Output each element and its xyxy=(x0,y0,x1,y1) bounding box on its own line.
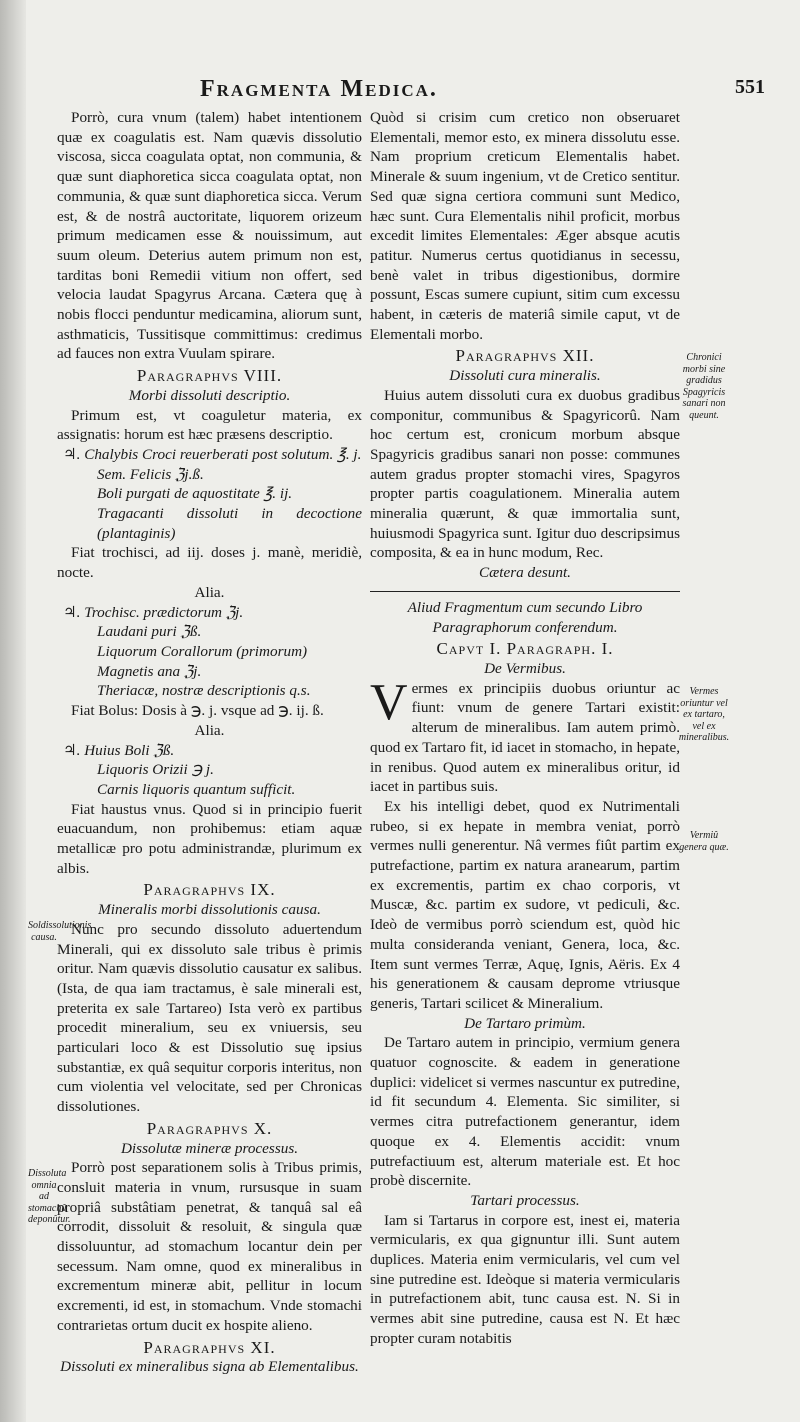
paragraph: Fiat haustus vnus. Quod si in principio fuerit euacuandum, non prohibemus: etiam aquæ metallicæ pro potu administrandæ, plurimum ex albis. xyxy=(57,800,362,877)
recipe-line: ♃. Huius Boli ℨß. xyxy=(63,741,175,759)
section-subheading: Dissoluti cura mineralis. xyxy=(449,367,601,385)
section-heading: Paragraphvs VIII. xyxy=(136,366,283,386)
paragraph: Nunc pro secundo dissoluto aduertendum Minerali, qui ex dissoluto sale tribus è primis oritur. Nam quævis dissolutio causatur ex salibus. (Ista, de qua iam tractamus, è sale minerali est, preterita ex sale Tartareo) Ista verò ex partibus procedit mineralium, seu ex vniuersis, seu particulari loco & est Dissolutio suę ipsius substantiæ, ex quâ sequitur corporis interitus, non cum violentia vel velocitate, sed per Chronicas dissolutiones. xyxy=(57,920,362,1116)
fragment-title: Aliud Fragmentum cum secundo Libro Paragraphorum conferendum. xyxy=(407,598,643,636)
paragraph: Fiat Bolus: Dosis à ℈. j. vsque ad ℈. ij. ß. xyxy=(71,702,324,720)
running-head: Fragmenta Medica. xyxy=(200,76,438,102)
recipe-line: Sem. Felicis ℨj.ß. xyxy=(97,465,204,483)
drop-cap: V xyxy=(370,673,408,731)
paragraph: Huius autem dissoluti cura ex duobus gradibus componitur, communibus & Spagyricorû. Nam hoc certum est, cronicum morbum absque Spagyricis gradibus sanari non posse: communes autem gradus propter stomachi vires, Spagyros propter partis coagulationem. Mineralia autem mineralia quærunt, & quæ immortalia sunt, huiusmodi Spagyrica sunt. Igitur duo descripsimus composita, & ea in hunc modum, Rec. xyxy=(370,386,680,562)
recipe-line: ♃. Chalybis Croci reuerberati post solutum. ℥. j. xyxy=(63,445,362,463)
paragraph: Porrò, cura vnum (talem) habet intentionem quæ ex coagulatis est. Nam quævis dissolutio viscosa, sicca coagulata optat, non communia, & quæ sunt diaphoretica sicca coagulata optat, non communia, & quæ sunt diaphoretica sicca. Verum est, & de nostrâ auctoritate, liquorem orizeum primum medicamen esse & nouissimum, aut suum oleum. Deterius autem primum non est, tarditas boni Remedii vitium non offert, sed velocia laudat Spagyrus Arcana. Cætera quę à nobis flocci penduntur medicamina, aliorum sunt, asthmaticis, Tussitisque committimus: credimus ad fauces non extra Vuulam spirare. xyxy=(57,109,362,363)
section-subheading: Morbi dissoluti descriptio. xyxy=(128,386,291,404)
paragraph: Porrò post separationem solis à Tribus primis, consluit materia in vnum, rursusque in suam propriâ substâtiam penetrat, & tanquâ sal eâ corrodit, dissoluit & resoluit, & singula quæ dissoluuntur, ad stomachum locantur dein per secessum. Nam omne, quod ex mineralibus in excrementum mineræ abit, pellitur in locum excrementi, id est, in stomachum. Vnde stomachi contrarietas ortum ducit ex hospite alieno. xyxy=(57,1159,362,1334)
paragraph: De Tartaro autem in principio, vermium genera quatuor cognoscite. & eadem in generatione duplici: videlicet si vermes nascuntur ex putredine, id fit secundum 4. Elementa. Sic similiter, si vermes citra putrefactionem generantur, idem quoque ex 4. Elementis accidit: vnum putrefactiuum est, alterum materiale est. Et hoc probè discernite. xyxy=(370,1034,680,1190)
desunt-note: Cætera desunt. xyxy=(479,564,571,582)
recipe-line: Liquoris Orizii ℈ j. xyxy=(97,761,214,779)
recipe-line: Laudani puri ℨß. xyxy=(97,623,202,641)
section-heading: Paragraphvs XII. xyxy=(455,346,595,366)
section-heading: Paragraphvs X. xyxy=(146,1118,273,1138)
paragraph: Quòd si crisim cum cretico non obseruaret Elementali, memor esto, ex minera dissolutu esse. Nam proprium creticum Elementalis habet. Minerale & suum ingenium, vt de Cretico sentitur. Sed quæ signa certiora communi sunt Medico, hæc sunt. Cura Elementalis nihil proficit, morbus excedit limites Elementales: Æger absque acutis patitur. Numerus certus quotidianus in secessu, benè valet in tribus digestionibus, dormire possunt, Escas sumere cupiunt, sitim cum excessu habent, in cæteris de materiâ simile caput, vt de Elementali morbo. xyxy=(370,109,680,343)
paragraph: Ex his intelligi debet, quod ex Nutrimentali rubeo, si ex hepate in membra veniat, porrò vermes nulli generentur. Nâ vermes fiût partim ex putrefactione, partim ex natura aranearum, partim ex excrementis, partim ex chao corporis, vt Muscæ, &c. partim ex sudore, vt pediculi, &c. Ideò de vermibus porrò sciendum est, quòd hic multa consideranda veniant, Genera, loca, &c. Item sunt vermes Terræ, Aquę, Ignis, Aëris. Ex 4 his generationem & causam deprome vtriusque generis, Tartari scilicet & Mineralium. xyxy=(370,797,680,1012)
section-subheading: Mineralis morbi dissolutionis causa. xyxy=(98,901,321,919)
section-divider xyxy=(370,591,680,592)
recipe-line: Liquorum Corallorum (primorum) xyxy=(97,642,308,660)
recipe-line: Theriacæ, nostræ descriptionis q.s. xyxy=(97,682,311,700)
section-subheading: Tartari processus. xyxy=(470,1191,580,1209)
recipe-line: Tragacanti dissoluti in decoctione (plantaginis) xyxy=(97,505,362,542)
section-heading: Paragraphvs XI. xyxy=(143,1337,276,1357)
paragraph: Iam si Tartarus in corpore est, inest ei, materia vermicularis, ex qua gignuntur illi. Sunt autem duplices. Materia enim vermicularis, vel cum vel sine putredine est. Ideòque si materia vermicularis in putrefactionem abit, tunc causa est. N. Si in vermes abit sine putredine, causa est N. Et hæc propter curam notabitis xyxy=(370,1211,680,1347)
page-number: 551 xyxy=(735,76,765,98)
margin-note: Vermes oriuntur vel ex tartaro, vel ex mineralibus. xyxy=(678,686,730,743)
section-subheading: Dissoluti ex mineralibus signa ab Elementalibus. xyxy=(60,1358,359,1376)
page-gutter-shadow xyxy=(0,0,26,1422)
recipe-line: ♃. Trochisc. prædictorum ℨj. xyxy=(63,603,244,621)
recipe-line: Magnetis ana ℨj. xyxy=(97,662,202,680)
alia-label: Alia. xyxy=(194,721,225,739)
recipe-line: Carnis liquoris quantum sufficit. xyxy=(97,780,296,798)
section-subheading: Dissolutæ mineræ processus. xyxy=(120,1139,299,1157)
left-column xyxy=(57,108,362,1377)
alia-label: Alia. xyxy=(194,583,225,601)
section-heading: Paragraphvs IX. xyxy=(143,880,276,900)
paragraph xyxy=(370,673,680,797)
recipe-line: Boli purgati de aquostitate ℥. ij. xyxy=(97,485,293,503)
margin-note: Dissoluta omnia ad stomachû deponûtur. xyxy=(28,1168,71,1225)
margin-note: Soldissolutionis causa. xyxy=(28,920,92,943)
section-subheading: De Tartaro primùm. xyxy=(464,1014,586,1032)
chapter-heading: Capvt I. Paragraph. I. xyxy=(436,639,614,659)
chapter-subheading: De Vermibus. xyxy=(484,659,566,677)
right-column xyxy=(370,108,680,1349)
margin-note: Chronici morbi sine gradidus Spagyricis sanari non queunt. xyxy=(682,352,726,421)
paragraph: Primum est, vt coaguletur materia, ex assignatis: horum est hæc præsens descriptio. xyxy=(57,406,362,444)
paragraph-text: ermes ex principiis duobus oriuntur ac fiunt: vnum de genere Tartari existit: alterum de mineralibus. Iam autem primò. quod ex Tartaro fit, id iacet in stomacho, in hepate, in renibus. Quod autem ex mineralibus oritur, id iacet in partibus suis. xyxy=(370,679,680,796)
margin-note: Vermiû genera quæ. xyxy=(679,830,729,853)
paragraph: Fiat trochisci, ad iij. doses j. manè, meridiè, nocte. xyxy=(57,544,362,582)
